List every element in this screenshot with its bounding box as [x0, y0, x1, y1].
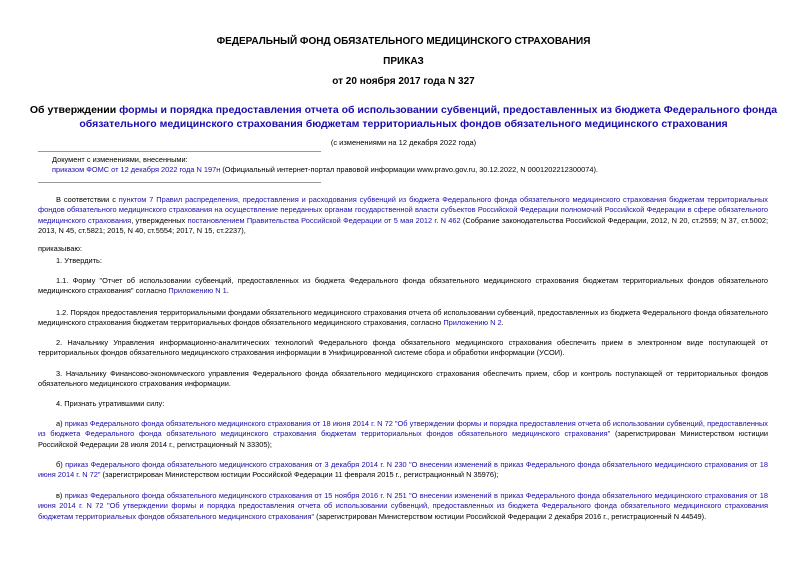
amendment-link[interactable]: приказом ФОМС от 12 декабря 2022 года N 197н: [52, 165, 221, 174]
order-72-link[interactable]: приказ Федерального фонда обязательного медицинского страхования от 18 июня 2014 г. N 72 "Об утверждении формы и порядка предоставления отчета об использовании субвенций, предоставленных из бюджета Федерального фонда обязательного медицинского страхования бюджетам территориальных фондов обязательного медицинского страхования": [38, 419, 769, 439]
item-4-b-prefix: б): [56, 460, 66, 469]
item-4-b: [38, 460, 768, 481]
amendment-source: (Официальный интернет-портал правовой информации www.pravo.gov.ru, 30.12.2022, N 0001202212300074).: [220, 165, 598, 174]
item-4-b-rest: (зарегистрирован Министерством юстиции Российской Федерации 11 февраля 2015 г., регистрационный N 35976);: [100, 470, 499, 480]
org-header: ФЕДЕРАЛЬНЫЙ ФОНД ОБЯЗАТЕЛЬНОГО МЕДИЦИНСКОГО СТРАХОВАНИЯ: [216, 36, 591, 47]
item-1-1-text: 1.1. Форму "Отчет об использовании субвенций, предоставленных из бюджета Федерального фонда обязательного медицинского страхования бюджетам территориальных фондов обязательного медицинского страхования" согласно: [38, 276, 768, 296]
title-prefix: Об утверждении: [29, 104, 120, 116]
title-link[interactable]: формы и порядка предоставления отчета об использовании субвенций, предоставленных из бюджета Федерального фонда обязательного медицинского страхования бюджетам территориальных фондов обязательного медицинского страхования: [79, 104, 778, 130]
item-4-a-rest: (зарегистрирован Министерством юстиции Российской Федерации 28 июля 2014 г., регистрационный N 33305);: [38, 429, 768, 449]
item-1-1-end: .: [226, 286, 229, 296]
item-4-c-rest: (зарегистрирован Министерством юстиции Российской Федерации 2 декабря 2016 г., регистрационный N 44549).: [314, 511, 707, 521]
divider-top: [38, 151, 321, 152]
item-4-c-prefix: в): [56, 491, 65, 500]
item-2: 2. Начальнику Управления информационно-аналитических технологий Федерального фонда обязательного медицинского страхования обеспечить прием в электронном виде поступающей от территориальных фондов обязательного медицинского страхования информации в Унифицированной системе сбора и обработки информации (УСОИ).: [38, 338, 768, 358]
appendix-2-link[interactable]: Приложению N 2: [443, 318, 502, 328]
item-4: 4. Признать утратившими силу:: [56, 399, 165, 408]
preamble-text-1: В соответствии с: [56, 195, 119, 204]
item-1: 1. Утвердить:: [56, 256, 102, 265]
preamble-text-2: , утвержденных: [131, 215, 188, 225]
item-3: 3. Начальнику Финансово-экономического управления Федерального фонда обязательного медицинского страхования обеспечить прием, сбор и контроль поступающей от территориальных фондов обязательного медицинского страхования информации.: [38, 369, 768, 389]
item-1-2-text: 1.2. Порядок предоставления территориальными фондами обязательного медицинского страхования отчета об использовании субвенций, предоставленных из бюджета Федерального фонда обязательного медицинского страхования бюджетам территориальных фондов обязательного медицинского страхования, согласно: [38, 308, 768, 328]
date-number: от 20 ноября 2017 года N 327: [332, 76, 475, 87]
amendments-line: [52, 165, 772, 175]
item-1-2: [38, 308, 768, 329]
preamble-paragraph: [38, 195, 768, 236]
rules-link[interactable]: пунктом 7 Правил распределения, предоставления и расходования субвенций из бюджета Федерального фонда обязательного медицинского страхования бюджетам территориальных фондов обязательного медицинского страхования на осуществление переданных органам государственной власти субъектов Российской Федерации полномочий Российской Федерации в сфере обязательного медицинского страхования: [38, 195, 768, 225]
divider-bottom: [38, 182, 321, 183]
resolution-link[interactable]: постановлением Правительства Российской Федерации от 5 мая 2012 г. N 462: [187, 215, 461, 225]
item-4-a-prefix: а): [56, 419, 65, 428]
changes-note: (с изменениями на 12 декабря 2022 года): [330, 138, 477, 147]
order-word: приказываю:: [38, 244, 82, 253]
preamble-text-3: (Собрание законодательства Российской Федерации, 2012, N 20, ст.2559; N 37, ст.5002; 2013, N 45, ст.5821; 2015, N 40, ст.5554; 2017, N 15, ст.2237),: [38, 215, 769, 235]
appendix-1-link[interactable]: Приложению N 1: [168, 286, 227, 296]
amendments-label: Документ с изменениями, внесенными:: [52, 155, 188, 164]
order-251-link[interactable]: приказ Федерального фонда обязательного медицинского страхования от 15 ноября 2016 г. N 251 "О внесении изменений в приказ Федерального фонда обязательного медицинского страхования от 18 июня 2014 г. N 72 "Об утверждении формы и порядка предоставления отчета об использовании субвенций, предоставленных из бюджета Федерального фонда обязательного медицинского страхования бюджетам территориальных фондов обязательного медицинского страхования": [38, 491, 768, 521]
item-4-a: [38, 419, 768, 450]
item-4-c: [38, 491, 768, 522]
document-title: [20, 103, 787, 131]
doc-type: ПРИКАЗ: [383, 56, 424, 67]
item-1-2-end: .: [501, 318, 504, 328]
order-230-link[interactable]: приказ Федерального фонда обязательного медицинского страхования от 3 декабря 2014 г. N 230 "О внесении изменений в приказ Федерального фонда обязательного медицинского страхования от 18 июня 2014 г. N 72": [38, 460, 769, 480]
item-1-1: [38, 276, 768, 297]
